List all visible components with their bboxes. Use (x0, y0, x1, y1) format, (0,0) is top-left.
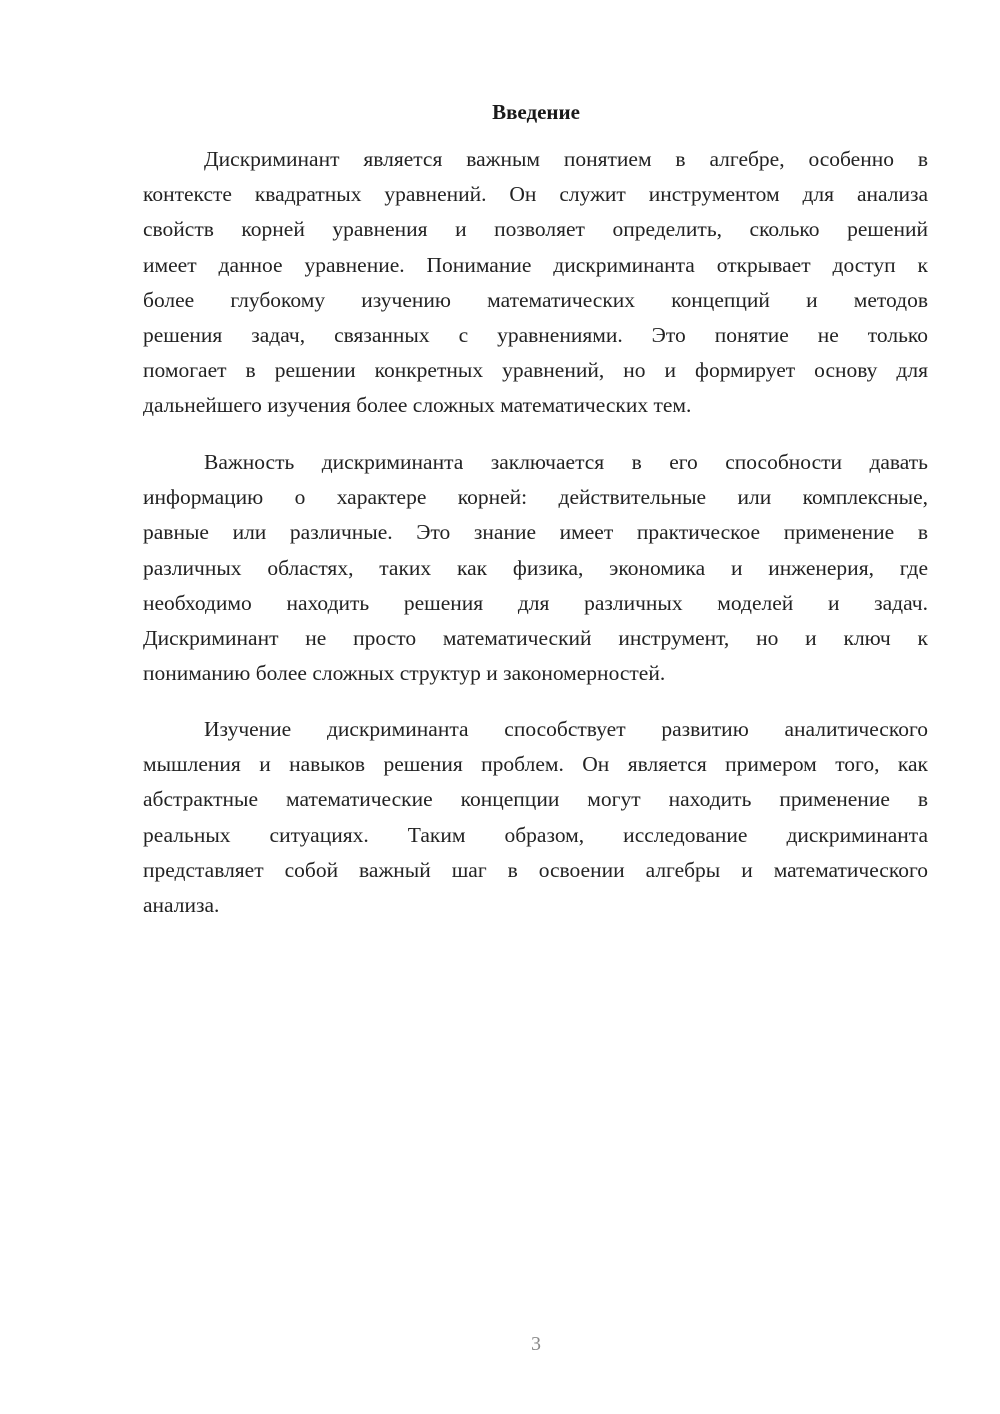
text-line: свойств корней уравнения и позволяет определить, сколько решений (143, 217, 928, 242)
text-line: Дискриминант является важным понятием в алгебре, особенно в (204, 147, 928, 171)
text-line: различных областях, таких как физика, экономика и инженерия, где (143, 555, 928, 580)
text-line: мышления и навыков решения проблем. Он является примером того, как (143, 752, 928, 777)
text-line: Изучение дискриминанта способствует развитию аналитического (204, 717, 928, 741)
text-line: имеет данное уравнение. Понимание дискриминанта открывает доступ к (143, 252, 928, 277)
section-title: Введение (492, 100, 580, 124)
text-line: представляет собой важный шаг в освоении алгебры и математического (143, 857, 928, 882)
paragraph-1 (143, 142, 928, 424)
page-number: 3 (531, 1333, 541, 1355)
text-line: Важность дискриминанта заключается в его способности давать (204, 450, 928, 474)
paragraph-2 (143, 445, 928, 691)
text-line: анализа. (143, 892, 220, 917)
text-line: информацию о характере корней: действительные или комплексные, (143, 485, 928, 510)
text-line: Дискриминант не просто математический инструмент, но и ключ к (143, 625, 928, 650)
text-line: абстрактные математические концепции могут находить применение в (143, 787, 928, 812)
text-line: дальнейшего изучения более сложных математических тем. (143, 393, 692, 418)
text-line: равные или различные. Это знание имеет практическое применение в (143, 520, 928, 545)
text-line: контексте квадратных уравнений. Он служит инструментом для анализа (143, 182, 928, 207)
text-line: помогает в решении конкретных уравнений, но и формирует основу для (143, 358, 928, 383)
text-line: более глубокому изучению математических концепций и методов (143, 287, 928, 312)
text-line: реальных ситуациях. Таким образом, исследование дискриминанта (143, 822, 928, 847)
text-line: пониманию более сложных структур и закономерностей. (143, 661, 666, 686)
paragraph-3 (143, 712, 928, 923)
text-line: решения задач, связанных с уравнениями. Это понятие не только (143, 322, 928, 347)
text-line: необходимо находить решения для различных моделей и задач. (143, 590, 928, 615)
